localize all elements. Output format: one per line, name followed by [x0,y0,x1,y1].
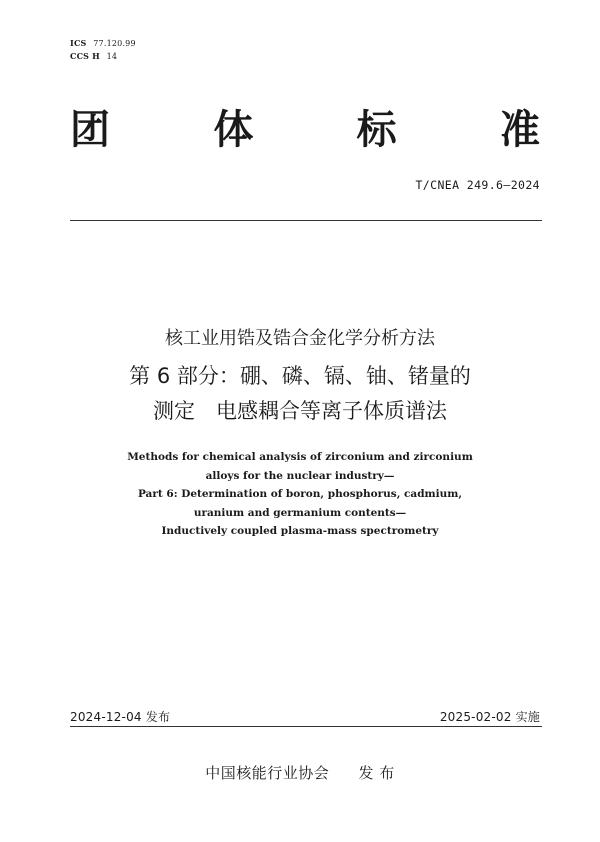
title-en [60,448,540,541]
ics-label: ICS [70,38,87,48]
standard-type-heading [70,108,540,152]
standard-type-char: 团 [70,106,110,153]
title-en-line: Inductively coupled plasma-mass spectrometry [161,525,439,537]
ccs-value: 14 [106,52,118,61]
title-cn-main: 核工业用锆及锆合金化学分析方法 [165,328,435,349]
issue-date: 2024-12-04 发布 [70,710,171,724]
title-en-line: Part 6: Determination of boron, phosphorus, cadmium, [137,488,463,500]
title-cn-method: 测定 电感耦合等离子体质谱法 [153,399,447,423]
standard-type-char: 标 [356,106,397,153]
implementation-date: 2025-02-02 实施 [439,710,540,724]
ccs-code [70,51,117,61]
footer-divider [70,726,542,727]
ccs-label: CCS H [70,51,100,61]
standard-type-char: 准 [499,106,540,153]
standard-type-char: 体 [213,106,254,153]
standard-number: T/CNEA 249.6—2024 [415,178,540,192]
publisher-org: 中国核能行业协会 [205,764,330,782]
ics-value: 77.120.99 [93,39,136,48]
title-cn-part: 第 6 部分：硼、磷、镉、铀、锗量的 [129,364,471,388]
publisher-action: 发 布 [358,764,395,782]
publisher [0,762,600,783]
title-en-line: Methods for chemical analysis of zirconium and zirconium [127,451,473,463]
header-divider [70,220,542,221]
title-en-line: alloys for the nuclear industry— [205,469,395,482]
title-en-line: uranium and germanium contents— [193,506,407,519]
ics-code [70,38,136,48]
